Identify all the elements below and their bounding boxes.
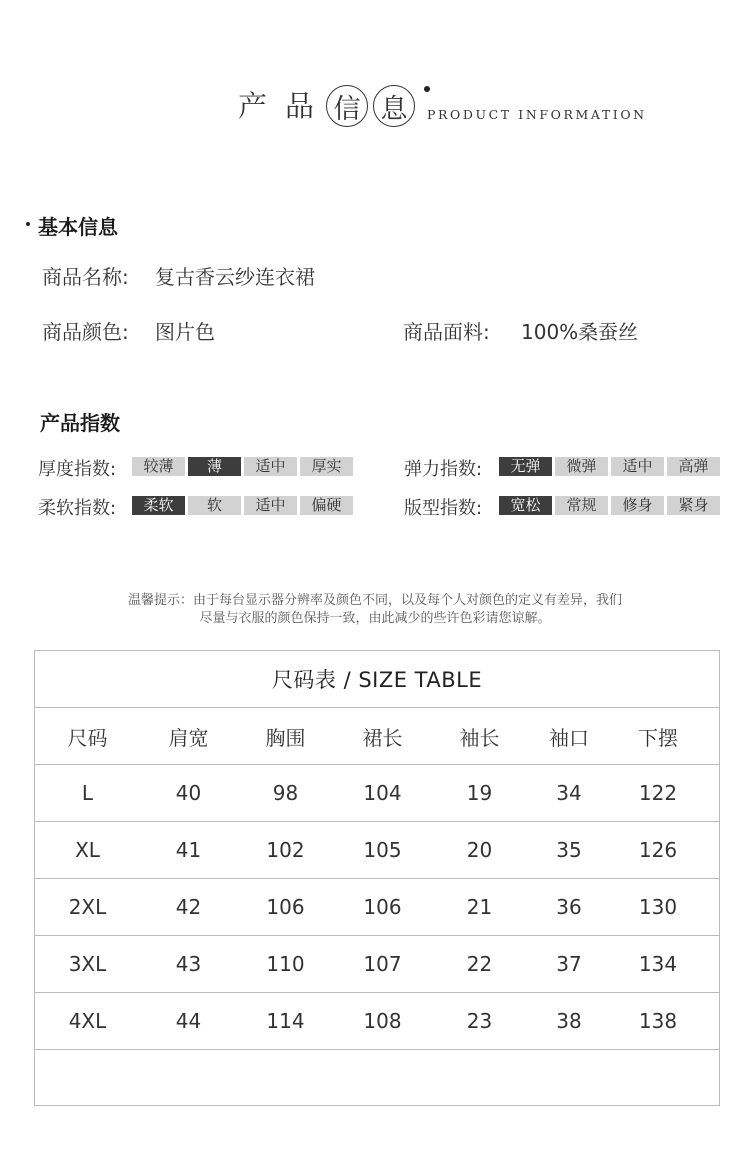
index-chip: 常规: [555, 496, 608, 515]
size-table-cell: 122: [638, 781, 678, 805]
size-table-row: [35, 993, 719, 1050]
size-table: [34, 650, 720, 1106]
thickness-index-chips: [132, 457, 353, 476]
elasticity-index-label: 弹力指数:: [404, 459, 483, 480]
elasticity-index-chips: [499, 457, 720, 476]
size-table-cell: XL: [75, 838, 100, 862]
size-table-cell: 22: [466, 952, 493, 976]
header-char-1: 产: [238, 89, 268, 123]
bullet-dot-icon: [26, 222, 30, 226]
size-table-cell: 41: [175, 838, 202, 862]
size-table-cell: 134: [638, 952, 678, 976]
size-table-cell: 35: [556, 838, 582, 862]
index-chip: 较薄: [132, 457, 185, 476]
header-circled-char-2: 息: [373, 85, 415, 127]
header-dot-icon: [424, 86, 430, 92]
size-table-header-cell: 下摆: [638, 725, 678, 750]
product-color-label: 商品颜色:: [42, 320, 129, 344]
softness-index-label: 柔软指数:: [38, 498, 117, 519]
size-table-cell: 114: [266, 1009, 305, 1033]
header-char-2: 品: [285, 89, 315, 123]
size-table-header-cell: 袖长: [459, 725, 500, 750]
thickness-index-label: 厚度指数:: [38, 459, 117, 480]
index-chip: 无弹: [499, 457, 552, 476]
size-table-header-cell: 肩宽: [168, 725, 209, 750]
size-table-cell: L: [81, 781, 94, 805]
size-table-cell: 42: [175, 895, 202, 919]
size-table-cell: 20: [466, 838, 493, 862]
tip-line-2: 尽量与衣服的颜色保持一致，由此减少的些许色彩请您谅解。: [199, 611, 551, 626]
size-table-row: [35, 936, 719, 993]
size-table-cell: 104: [363, 781, 402, 805]
product-color-value: 图片色: [155, 320, 215, 344]
index-chip: 微弹: [555, 457, 608, 476]
index-chip: 软: [188, 496, 241, 515]
index-chip: 适中: [611, 457, 664, 476]
size-table-header-cell: 尺码: [67, 725, 108, 750]
size-table-header-row: [35, 708, 719, 765]
size-table-cell: 2XL: [68, 895, 107, 919]
size-table-cell: 105: [363, 838, 402, 862]
size-table-cell: 37: [556, 952, 582, 976]
header-circled-char-1: 信: [326, 85, 368, 127]
size-table-empty-row: [35, 1050, 719, 1107]
size-table-cell: 106: [363, 895, 402, 919]
size-table-cell: 4XL: [68, 1009, 107, 1033]
softness-index-chips: [132, 496, 353, 515]
size-table-cell: 43: [175, 952, 202, 976]
size-table-cell: 107: [363, 952, 402, 976]
size-table-cell: 40: [175, 781, 202, 805]
product-name-label: 商品名称:: [42, 265, 129, 289]
size-table-cell: 126: [638, 838, 678, 862]
index-chip: 宽松: [499, 496, 552, 515]
header-english-title: PRODUCT INFORMATION: [427, 107, 647, 122]
size-table-cell: 23: [466, 1009, 493, 1033]
size-table-header-cell: 胸围: [265, 725, 306, 750]
size-table-cell: 44: [175, 1009, 202, 1033]
product-fabric-value: 100%桑蚕丝: [521, 320, 639, 344]
basic-info-title: 基本信息: [38, 215, 118, 239]
fit-index-label: 版型指数:: [404, 498, 483, 519]
index-chip: 柔软: [132, 496, 185, 515]
product-fabric-label: 商品面料:: [403, 320, 490, 344]
size-table-cell: 98: [272, 781, 299, 805]
product-name-value: 复古香云纱连衣裙: [155, 265, 315, 289]
size-table-row: [35, 879, 719, 936]
size-table-cell: 38: [556, 1009, 582, 1033]
size-table-cell: 110: [266, 952, 305, 976]
size-table-title: 尺码表 / SIZE TABLE: [35, 651, 719, 708]
size-table-cell: 19: [466, 781, 493, 805]
size-table-cell: 36: [556, 895, 582, 919]
size-table-cell: 102: [266, 838, 305, 862]
size-table-header-cell: 裙长: [362, 725, 403, 750]
index-chip: 高弹: [667, 457, 720, 476]
size-table-cell: 138: [638, 1009, 678, 1033]
index-chip: 厚实: [300, 457, 353, 476]
tip-line-1: 温馨提示：由于每台显示器分辨率及颜色不同，以及每个人对颜色的定义有差异，我们: [127, 593, 622, 608]
size-table-cell: 106: [266, 895, 305, 919]
index-chip: 薄: [188, 457, 241, 476]
index-chip: 适中: [244, 496, 297, 515]
index-chip: 紧身: [667, 496, 720, 515]
size-table-cell: 21: [466, 895, 493, 919]
index-chip: 修身: [611, 496, 664, 515]
fit-index-chips: [499, 496, 720, 515]
size-table-row: [35, 765, 719, 822]
size-table-header-cell: 袖口: [549, 725, 589, 750]
product-index-title: 产品指数: [40, 411, 120, 435]
size-table-cell: 3XL: [68, 952, 107, 976]
size-table-cell: 108: [363, 1009, 402, 1033]
size-table-cell: 130: [638, 895, 678, 919]
index-chip: 偏硬: [300, 496, 353, 515]
index-chip: 适中: [244, 457, 297, 476]
size-table-row: [35, 822, 719, 879]
size-table-cell: 34: [556, 781, 582, 805]
